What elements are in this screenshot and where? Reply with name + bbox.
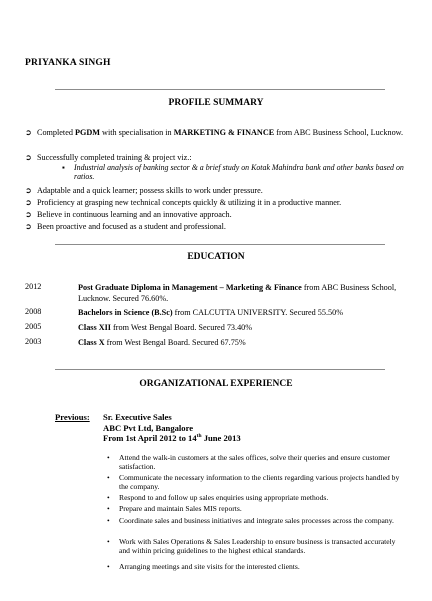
profile-summary-heading: PROFILE SUMMARY	[168, 98, 264, 108]
profile-item: ➲ Completed PGDM with specialisation in MARKETING & FINANCE from ABC Business School, Lucknow.	[25, 128, 404, 137]
profile-item: ➲ Proficiency at grasping new technical concepts quickly & utilizing it in a productive manner.	[25, 198, 342, 207]
profile-item: ➲ Been proactive and focused as a student and professional.	[25, 222, 226, 231]
duty-item: • Communicate the necessary information to the clients regarding various projects handled by the company.	[107, 473, 400, 491]
education-heading: EDUCATION	[187, 252, 245, 262]
duty-item: • Arranging meetings and site visits for the interested clients.	[107, 562, 300, 571]
arrow-bullet-icon: ➲	[25, 222, 32, 231]
divider	[55, 369, 385, 370]
education-year: 2005	[25, 322, 42, 331]
education-entry: Post Graduate Diploma in Management – Marketing & Finance from ABC Business School, Lucknow. Secured 76.60%.	[78, 283, 397, 303]
candidate-name: PRIYANKA SINGH	[25, 58, 111, 68]
square-bullet-icon: ▪	[62, 163, 65, 172]
job-period: From 1st April 2012 to 14th June 2013	[103, 433, 241, 443]
divider	[55, 244, 385, 245]
education-entry: Class XII from West Bengal Board. Secured 73.40%	[78, 323, 253, 332]
duty-item: • Coordinate sales and business initiatives and integrate sales processes across the company.	[107, 516, 394, 525]
previous-label: Previous:	[55, 412, 90, 422]
duty-item: • Prepare and maintain Sales MIS reports.	[107, 504, 242, 513]
bullet-icon: •	[107, 516, 110, 525]
bullet-icon: •	[107, 453, 110, 462]
arrow-bullet-icon: ➲	[25, 198, 32, 207]
education-entry: Bachelors in Science (B.Sc) from CALCUTTA UNIVERSITY. Secured 55.50%	[78, 308, 344, 317]
profile-item: ➲ Believe in continuous learning and an innovative approach.	[25, 210, 232, 219]
divider	[55, 89, 385, 90]
job-company: ABC Pvt Ltd, Bangalore	[103, 422, 194, 433]
duty-item: • Respond to and follow up sales enquiries using appropriate methods.	[107, 493, 329, 502]
education-entry: Class X from West Bengal Board. Secured 67.75%	[78, 338, 246, 347]
education-year: 2008	[25, 307, 42, 316]
education-year: 2012	[25, 282, 42, 291]
experience-heading: ORGANIZATIONAL EXPERIENCE	[139, 379, 293, 389]
job-summary	[103, 412, 241, 444]
job-role: Sr. Executive Sales	[103, 412, 172, 422]
training-sub-item: ▪ Industrial analysis of banking sector & a brief study on Kotak Mahindra bank and other banks based on ratios.	[62, 163, 404, 182]
bullet-icon: •	[107, 562, 110, 571]
duty-item: • Attend the walk-in customers at the sales offices, solve their queries and ensure customer satisfaction.	[107, 453, 391, 471]
arrow-bullet-icon: ➲	[25, 210, 32, 219]
duty-item: • Work with Sales Operations & Sales Leadership to ensure business is transacted accurately and within pricing guidelines to the highest ethical standards.	[107, 537, 396, 555]
education-year: 2003	[25, 337, 42, 346]
bullet-icon: •	[107, 473, 110, 482]
profile-item: ➲ Successfully completed training & project viz.:	[25, 153, 192, 162]
bullet-icon: •	[107, 504, 110, 513]
bullet-icon: •	[107, 493, 110, 502]
arrow-bullet-icon: ➲	[25, 186, 32, 195]
profile-item: ➲ Adaptable and a quick learner; possess skills to work under pressure.	[25, 186, 263, 195]
arrow-bullet-icon: ➲	[25, 153, 32, 162]
bullet-icon: •	[107, 537, 110, 546]
arrow-bullet-icon: ➲	[25, 128, 32, 137]
